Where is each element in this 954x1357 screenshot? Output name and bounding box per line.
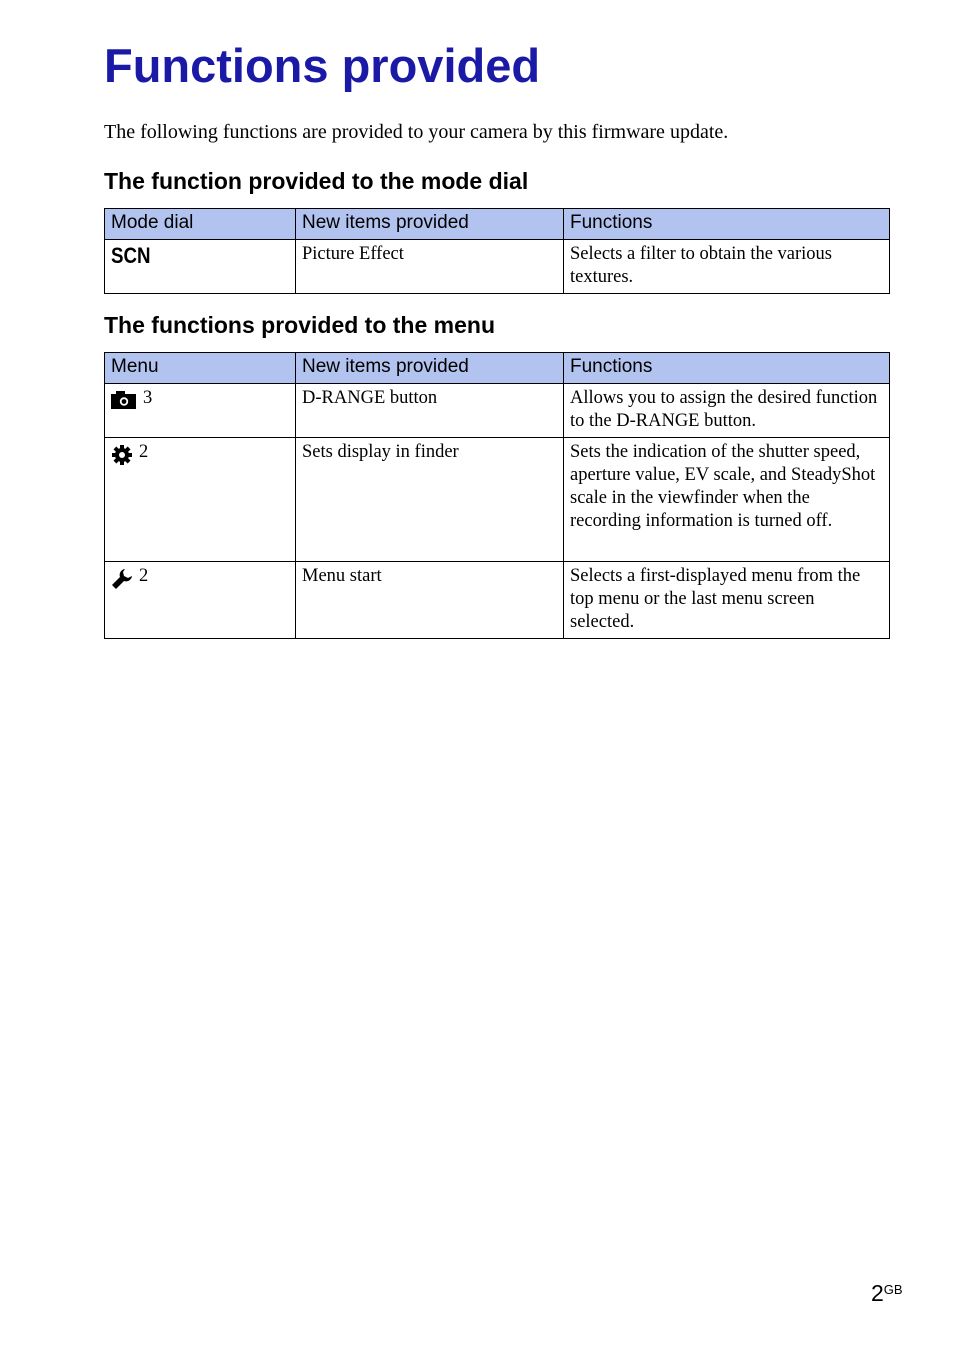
item-cell: D-RANGE button [296, 384, 564, 438]
function-cell: Selects a first-displayed menu from the top menu or the last menu screen selected. [564, 562, 890, 639]
column-header: Menu [105, 353, 296, 384]
column-header: Mode dial [105, 209, 296, 240]
page-suffix: GB [883, 1282, 903, 1297]
item-cell: Sets display in finder [296, 438, 564, 562]
mode-dial-table [104, 208, 890, 294]
item-cell: Menu start [296, 562, 564, 639]
menu-table [104, 352, 890, 639]
section-heading-mode-dial: The function provided to the mode dial [104, 168, 529, 194]
function-cell: Selects a filter to obtain the various textures. [564, 240, 890, 294]
function-cell: Sets the indication of the shutter speed, aperture value, EV scale, and SteadyShot scale in the viewfinder when the recording information is turned off. [564, 438, 890, 562]
table-header-row [105, 353, 890, 384]
column-header: New items provided [296, 209, 564, 240]
function-cell: Allows you to assign the desired function to the D-RANGE button. [564, 384, 890, 438]
column-header: Functions [564, 353, 890, 384]
menu-page-number: 2 [139, 442, 149, 462]
menu-cell [105, 562, 296, 639]
column-header: New items provided [296, 353, 564, 384]
scn-mode-icon: SCN [111, 243, 151, 268]
page-title: Functions provided [104, 39, 541, 92]
table-header-row [105, 209, 890, 240]
table-row [105, 562, 890, 639]
page-number: $2^{GB}$ [871, 1280, 903, 1306]
table-row [105, 240, 890, 294]
gear-icon [111, 444, 133, 473]
column-header: Functions [564, 209, 890, 240]
intro-text: The following functions are provided to your camera by this firmware update. [104, 121, 729, 143]
table-row [105, 438, 890, 562]
section-heading-menu: The functions provided to the menu [104, 312, 495, 338]
menu-cell [105, 438, 296, 562]
item-cell: Picture Effect [296, 240, 564, 294]
menu-page-number: 3 [143, 388, 153, 408]
menu-page-number: 2 [139, 566, 149, 586]
wrench-icon [111, 568, 133, 597]
camera-icon [111, 390, 137, 417]
mode-dial-cell [105, 240, 296, 294]
menu-cell [105, 384, 296, 438]
table-row [105, 384, 890, 438]
